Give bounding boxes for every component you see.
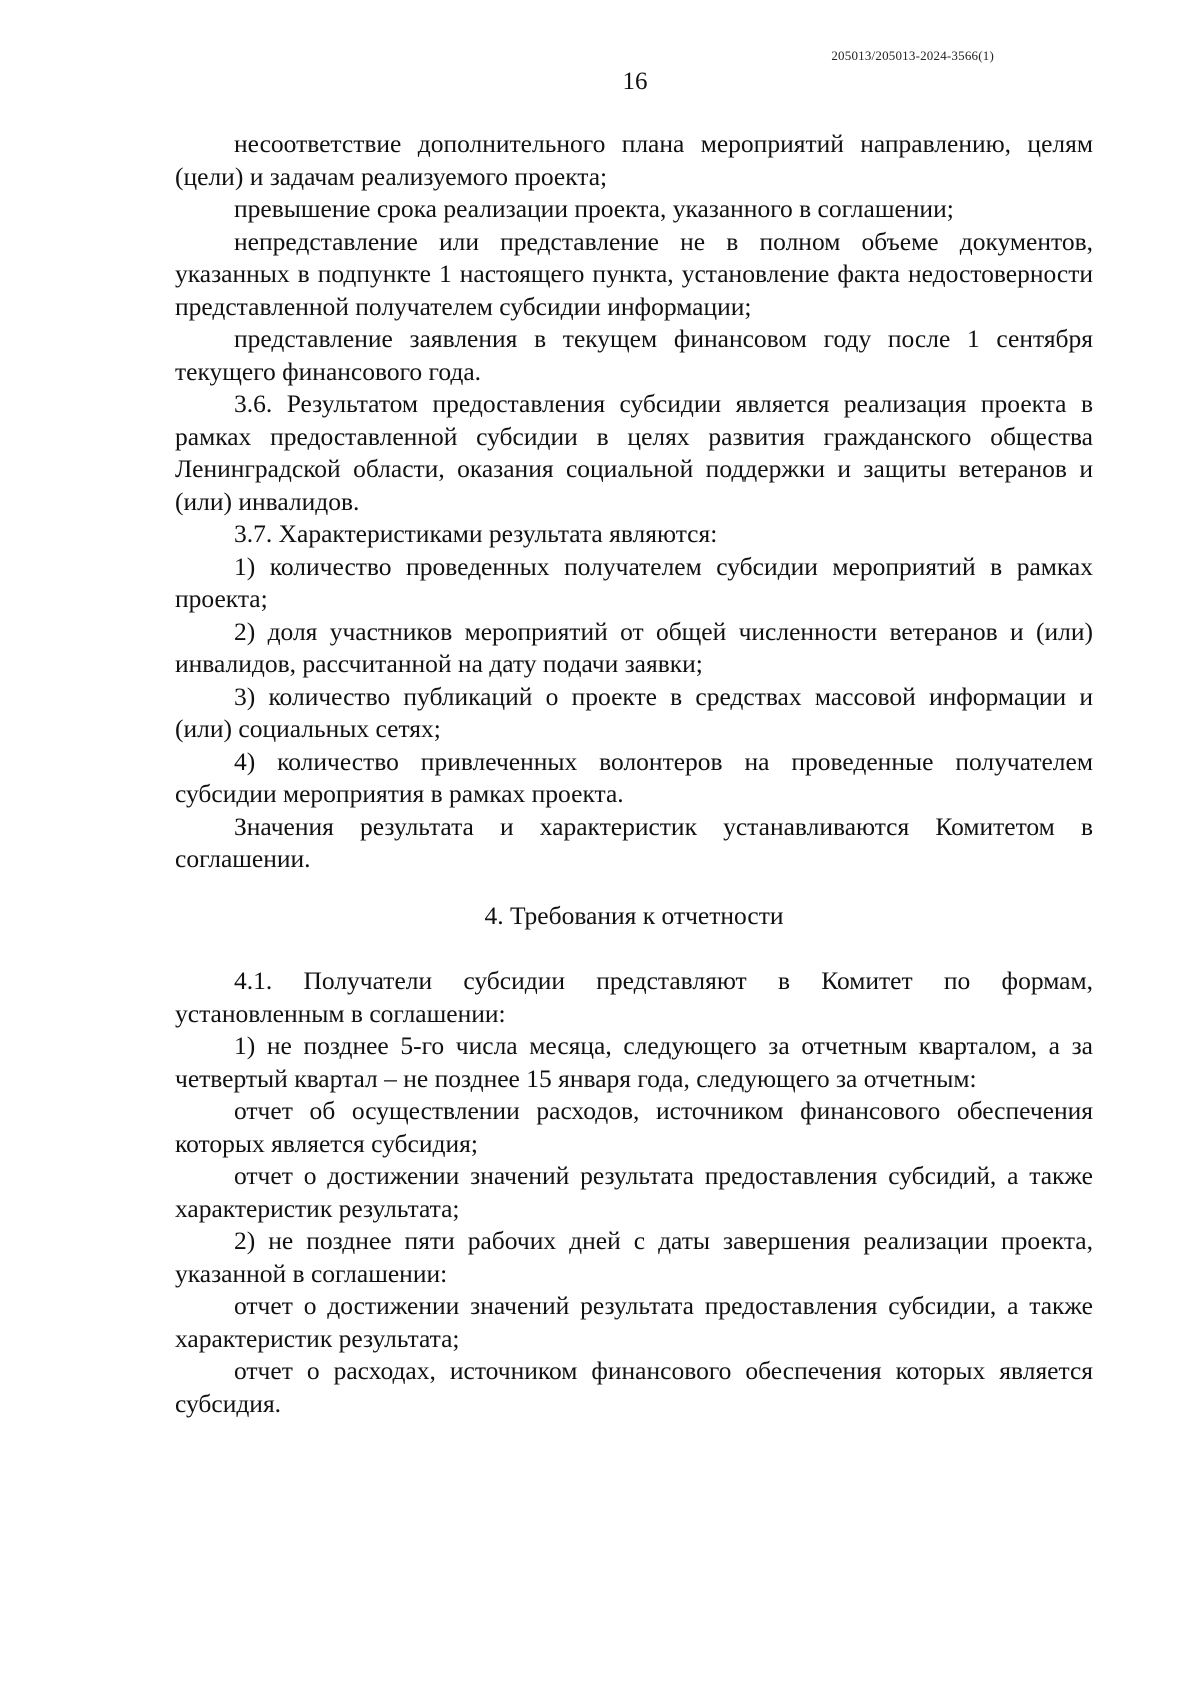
document-body bbox=[175, 128, 1093, 1420]
paragraph: 2) не позднее пяти рабочих дней с даты завершения реализации проекта, указанной в соглашении: bbox=[175, 1226, 1093, 1288]
paragraph: 2) доля участников мероприятий от общей численности ветеранов и (или) инвалидов, рассчитанной на дату подачи заявки; bbox=[175, 616, 1093, 678]
paragraph: Значения результата и характеристик устанавливаются Комитетом в соглашении. bbox=[175, 811, 1093, 873]
paragraph: отчет о расходах, источником финансового обеспечения которых является субсидия. bbox=[175, 1356, 1093, 1418]
document-id: 205013/205013-2024-3566(1) bbox=[831, 48, 994, 63]
page-number: 16 bbox=[622, 68, 648, 95]
paragraph: непредставление или представление не в полном объеме документов, указанных в подпункте 1 настоящего пункта, установление факта недостоверности представленной получателем субсидии информации; bbox=[175, 226, 1093, 321]
paragraph: превышение срока реализации проекта, указанного в соглашении; bbox=[234, 194, 954, 223]
paragraph: 1) не позднее 5-го числа месяца, следующего за отчетным кварталом, а за четвертый квартал – не позднее 15 января года, следующего за отчетным: bbox=[175, 1031, 1093, 1093]
paragraph: 4) количество привлеченных волонтеров на проведенные получателем субсидии мероприятия в рамках проекта. bbox=[175, 746, 1093, 808]
paragraph: отчет о достижении значений результата предоставления субсидий, а также характеристик результата; bbox=[175, 1161, 1093, 1223]
paragraph: отчет о достижении значений результата предоставления субсидии, а также характеристик результата; bbox=[175, 1291, 1093, 1353]
paragraph: представление заявления в текущем финансовом году после 1 сентября текущего финансового года. bbox=[175, 324, 1093, 386]
paragraph: отчет об осуществлении расходов, источником финансового обеспечения которых является субсидия; bbox=[175, 1096, 1093, 1158]
paragraph: 1) количество проведенных получателем субсидии мероприятий в рамках проекта; bbox=[175, 551, 1093, 613]
paragraph: несоответствие дополнительного плана мероприятий направлению, целям (цели) и задачам реализуемого проекта; bbox=[175, 129, 1093, 191]
paragraph: 4.1. Получатели субсидии представляют в Комитет по формам, установленным в соглашении: bbox=[175, 966, 1093, 1028]
section-heading: 4. Требования к отчетности bbox=[484, 900, 784, 930]
paragraph: 3) количество публикаций о проекте в средствах массовой информации и (или) социальных сетях; bbox=[175, 681, 1093, 743]
paragraph: 3.7. Характеристиками результата являются: bbox=[234, 519, 718, 548]
paragraph: 3.6. Результатом предоставления субсидии является реализация проекта в рамках предоставленной субсидии в целях развития гражданского общества Ленинградской области, оказания социальной поддержки и защиты ветеранов и (или) инвалидов. bbox=[175, 389, 1093, 516]
